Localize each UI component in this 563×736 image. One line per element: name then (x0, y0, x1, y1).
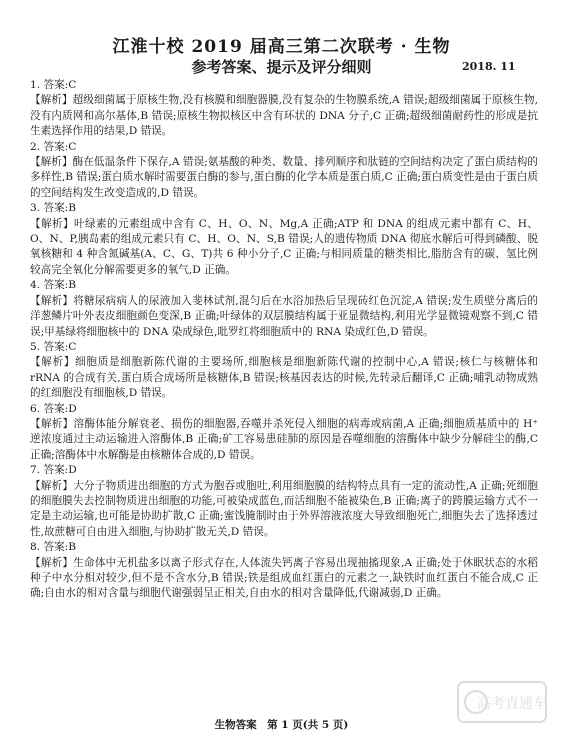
analysis-text: 【解析】超级细菌属于原核生物,没有核膜和细胞器膜,没有复杂的生物膜系统,A 错误;超级细菌属于原核生物,没有内质网和高尔基体,B 错误;原核生物拟核区中含有环状的 DNA 分子,C 正确;超级细菌耐药性的形成是抗生素选择作用的结果,D 错误。 (30, 94, 538, 138)
analysis-text: 【解析】溶酶体能分解衰老、损伤的细胞器,吞噬并杀死侵入细胞的病毒或病菌,A 正确;细胞质基质中的 H⁺ 逆浓度通过主动运输进入溶酶体,B 正确;矿工容易患硅肺的原因是吞噬细胞的溶酶体中缺少分解硅尘的酶,C 正确;溶酶体中水解酶是由核糖体合成的,D 错误。 (30, 417, 538, 461)
answer-line: 5. 答案:C (30, 340, 77, 353)
answer-item-2 (30, 140, 538, 202)
answer-line: 7. 答案:D (30, 464, 77, 477)
answer-item-4 (30, 278, 538, 340)
answer-line: 1. 答案:C (30, 79, 77, 91)
answer-line: 8. 答案:B (30, 541, 77, 554)
page-date: 2018. 11 (462, 60, 516, 73)
answer-line: 2. 答案:C (30, 140, 77, 153)
page-title: 江淮十校 2019 届高三第二次联考 · 生物 (112, 37, 451, 57)
answer-line: 4. 答案:B (30, 279, 77, 292)
answer-item-5 (30, 340, 538, 402)
answer-item-8 (30, 540, 538, 602)
page-footer: 生物答案 第 1 页(共 5 页) (214, 719, 349, 731)
analysis-text: 【解析】生命体中无机盐多以离子形式存在,人体流失钙离子容易出现抽搐现象,A 正确;处于休眠状态的水稻种子中水分相对较少,但不是不含水分,B 错误;铁是组成血红蛋白的元素之一,缺铁时血红蛋白不能合成,C 正确;自由水的相对含量与细胞代谢强弱呈正相关,自由水的相对含量降低,代谢减弱,D 正确。 (30, 556, 538, 600)
answer-item-6 (30, 402, 538, 464)
analysis-text: 【解析】将糖尿病病人的尿液加入斐林试剂,混匀后在水浴加热后呈现砖红色沉淀,A 错误;发生质壁分离后的洋葱鳞片叶外表皮细胞颜色变深,B 正确;叶绿体的双层膜结构属于亚显微结构,利用光学显微镜观察不到,C 错误;甲基绿将细胞核中的 DNA 染成绿色,吡罗红将细胞质中的 RNA 染成红色,D 错误。 (30, 294, 538, 338)
analysis-text: 【解析】酶在低温条件下保存,A 错误;氨基酸的种类、数量、排列顺序和肽链的空间结构决定了蛋白质结构的多样性,B 错误;蛋白质水解时需要蛋白酶的参与,蛋白酶的化学本质是蛋白质,C 正确;蛋白质变性是由于蛋白质的空间结构发生改变造成的,D 错误。 (30, 156, 538, 199)
answer-item-1 (30, 78, 538, 140)
answer-line: 3. 答案:B (30, 202, 77, 215)
answer-item-3 (30, 201, 538, 278)
analysis-text: 【解析】细胞质是细胞新陈代谢的主要场所,细胞核是细胞新陈代谢的控制中心,A 错误;核仁与核糖体和 rRNA 的合成有关,蛋白质合成场所是核糖体,B 错误;核基因表达的时候,先转录后翻译,C 正确;哺乳动物成熟的红细胞没有细胞核,D 错误。 (30, 356, 538, 400)
answer-line: 6. 答案:D (30, 402, 77, 415)
answer-item-7 (30, 463, 538, 540)
analysis-text: 【解析】叶绿素的元素组成中含有 C、H、O、N、Mg,A 正确;ATP 和 DNA 的组成元素中都有 C、H、O、N、P,胰岛素的组成元素只有 C、H、O、N、S,B 错误;人的遗传物质 DNA 彻底水解后可得到磷酸、脱氧核糖和 4 种含氮碱基(A、C、G、T)共 6 种小分子,C 正确;与相同质量的糖类相比,脂肪含有的碳、氢比例较高完全氧化分解需要更多的氧气,D 正确。 (30, 217, 538, 276)
analysis-text: 【解析】大分子物质进出细胞的方式为胞吞或胞吐,利用细胞膜的结构特点具有一定的流动性,A 正确;死细胞的细胞膜失去控制物质进出细胞的功能,可被染成蓝色,而活细胞不能被染色,B 正确;离子的跨膜运输方式不一定是主动运输,也可能是协助扩散,C 正确;蜜饯腌制时由于外界溶液浓度大导致细胞死亡,细胞失去了选择透过性,故蔗糖可自由进入细胞,与协助扩散无关,D 错误。 (30, 479, 538, 538)
page-subtitle: 参考答案、提示及评分细则 (191, 58, 372, 76)
watermark-text: 高考直通车 (477, 696, 547, 712)
answer-list (30, 78, 538, 602)
